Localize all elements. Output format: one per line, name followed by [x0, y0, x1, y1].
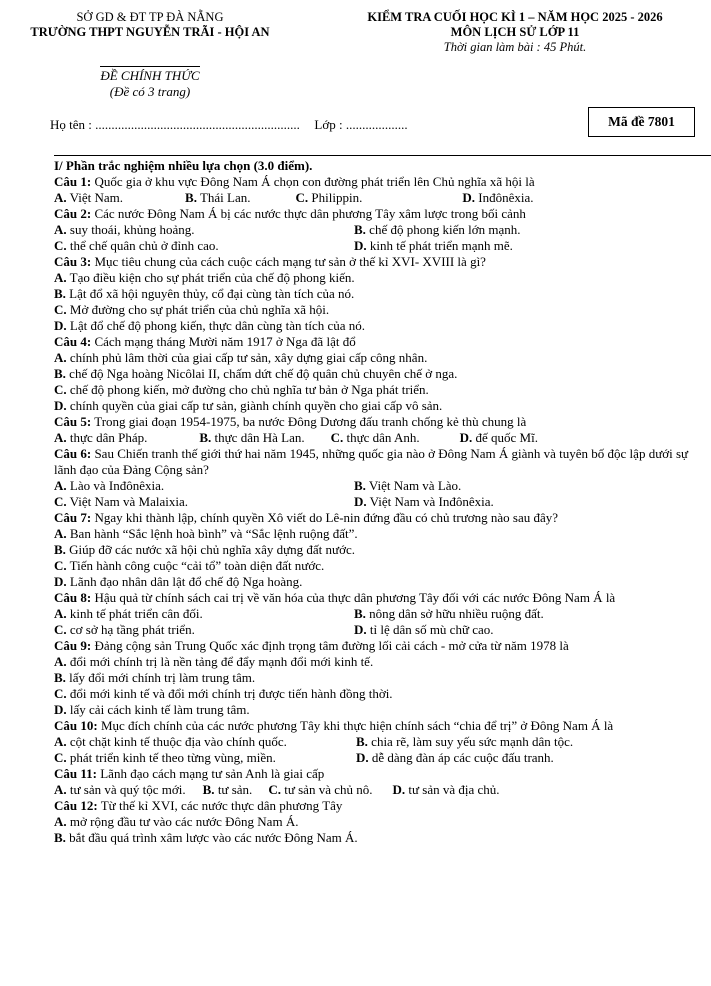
option-letter: A.	[54, 734, 67, 749]
option-d	[392, 782, 499, 798]
option-letter: B.	[354, 606, 366, 621]
option-d	[356, 750, 554, 766]
option-b	[54, 366, 457, 381]
option-c	[54, 494, 354, 510]
option-text: thực dân Hà Lan.	[211, 430, 305, 445]
option-d	[354, 238, 513, 254]
question-text: Đảng cộng sản Trung Quốc xác định trọng tâm đường lối cải cách - mở cửa từ năm 1978 là	[91, 638, 569, 653]
option-letter: D.	[392, 782, 406, 797]
option-letter: A.	[54, 782, 67, 797]
option-text: tỉ lệ dân số mù chữ cao.	[366, 622, 494, 637]
question-4	[54, 334, 694, 414]
option-letter: D.	[354, 238, 367, 253]
option-c	[54, 686, 393, 701]
option-row	[54, 238, 694, 254]
option-row	[54, 526, 694, 542]
option-text: kinh tế phát triển cân đối.	[66, 606, 203, 621]
exam-title: KIỂM TRA CUỐI HỌC KÌ 1 – NĂM HỌC 2025 - 2026	[367, 10, 663, 24]
question-list	[54, 174, 694, 846]
option-text: Ban hành “Sắc lệnh hoà bình” và “Sắc lệnh ruộng đất”.	[66, 526, 358, 541]
option-text: đế quốc Mĩ.	[472, 430, 538, 445]
option-letter: B.	[54, 366, 66, 381]
option-b	[203, 782, 253, 798]
option-b	[185, 190, 250, 206]
option-text: thực dân Pháp.	[66, 430, 148, 445]
option-b	[354, 606, 544, 622]
option-text: cột chặt kinh tế thuộc địa vào chính quốc.	[66, 734, 287, 749]
option-letter: D.	[54, 702, 67, 717]
option-letter: C.	[330, 430, 344, 445]
question-7	[54, 510, 694, 590]
option-text: lấy cải cách kinh tế làm trung tâm.	[66, 702, 250, 717]
option-row	[54, 190, 694, 206]
option-letter: D.	[354, 494, 367, 509]
option-d	[354, 494, 494, 510]
option-a	[54, 270, 355, 285]
option-letter: C.	[295, 190, 309, 205]
option-row	[54, 686, 694, 702]
option-text: chế độ phong kiến, mở đường cho chủ nghĩa tư bản ở Nga phát triển.	[66, 382, 429, 397]
option-text: thực dân Anh.	[343, 430, 420, 445]
question-3	[54, 254, 694, 334]
question-text: Lãnh đạo cách mạng tư sản Anh là giai cấp	[96, 766, 325, 781]
question-text: Cách mạng tháng Mười năm 1917 ở Nga đã lật đổ	[91, 334, 356, 349]
option-text: dễ dàng đàn áp các cuộc đấu tranh.	[368, 750, 554, 765]
option-a	[54, 430, 147, 446]
option-text: Lãnh đạo nhân dân lật đổ chế độ Nga hoàng.	[66, 574, 303, 589]
option-b	[356, 734, 573, 750]
question-stem	[54, 254, 694, 270]
option-row	[54, 574, 694, 590]
option-row	[54, 606, 694, 622]
question-2	[54, 206, 694, 254]
option-letter: C.	[54, 494, 67, 509]
option-letter: B.	[54, 670, 66, 685]
option-row	[54, 350, 694, 366]
option-letter: D.	[354, 622, 367, 637]
option-letter: A.	[54, 654, 67, 669]
option-a	[54, 350, 427, 365]
option-letter: C.	[54, 382, 67, 397]
question-label: Câu 12:	[54, 798, 98, 813]
option-text: Thái Lan.	[196, 190, 251, 205]
question-text: Quốc gia ở khu vực Đông Nam Á chọn con đường phát triển lên Chủ nghĩa xã hội là	[91, 174, 535, 189]
option-text: chế độ phong kiến lớn mạnh.	[365, 222, 521, 237]
option-letter: D.	[54, 398, 67, 413]
option-text: tư sản và địa chủ.	[405, 782, 500, 797]
school-name: TRƯỜNG THPT NGUYỄN TRÃI - HỘI AN	[30, 25, 270, 39]
option-letter: A.	[54, 430, 67, 445]
option-text: đổi mới kinh tế và đổi mới chính trị được tiến hành đồng thời.	[66, 686, 393, 701]
option-row	[54, 494, 694, 510]
option-letter: A.	[54, 190, 67, 205]
option-letter: C.	[54, 686, 67, 701]
option-row	[54, 286, 694, 302]
question-text: Các nước Đông Nam Á bị các nước thực dân phương Tây xâm lược trong bối cảnh	[91, 206, 526, 221]
option-row	[54, 622, 694, 638]
option-text: Việt Nam.	[66, 190, 124, 205]
option-a	[54, 782, 186, 798]
question-label: Câu 2:	[54, 206, 92, 221]
name-field-label: Họ tên : ...............................................................	[50, 117, 300, 132]
option-letter: C.	[268, 782, 281, 797]
option-c	[331, 430, 420, 446]
question-stem	[54, 414, 694, 430]
option-row	[54, 478, 694, 494]
header-divider	[54, 155, 711, 156]
option-c	[54, 238, 354, 254]
option-text: Việt Nam và Inđônêxia.	[366, 494, 494, 509]
option-c	[54, 622, 354, 638]
option-text: bắt đầu quá trình xâm lược vào các nước Đông Nam Á.	[65, 830, 358, 845]
section-title: I/ Phần trắc nghiệm nhiều lựa chọn (3.0 điểm).	[54, 158, 313, 173]
option-text: chính phủ lâm thời của giai cấp tư sản, xây dựng giai cấp công nhân.	[66, 350, 428, 365]
option-row	[54, 366, 694, 382]
question-stem	[54, 798, 694, 814]
option-letter: C.	[54, 558, 67, 573]
question-12	[54, 798, 694, 846]
option-row	[54, 702, 694, 718]
option-letter: B.	[185, 190, 197, 205]
question-label: Câu 4:	[54, 334, 92, 349]
header-left	[0, 10, 300, 40]
option-row	[54, 430, 694, 446]
option-b	[54, 670, 255, 685]
option-row	[54, 670, 694, 686]
question-stem	[54, 638, 694, 654]
question-text: Hậu quả từ chính sách cai trị về văn hóa của thực dân phương Tây đối với các nước Đông Nam Á là	[91, 590, 616, 605]
question-label: Câu 8:	[54, 590, 92, 605]
option-letter: A.	[54, 222, 67, 237]
option-text: tư sản và chủ nô.	[280, 782, 373, 797]
question-stem	[54, 718, 694, 734]
option-a	[54, 606, 354, 622]
option-letter: C.	[54, 238, 67, 253]
option-text: chính quyền của giai cấp tư sản, giành chính quyền cho giai cấp vô sản.	[66, 398, 443, 413]
option-letter: A.	[54, 814, 67, 829]
option-letter: A.	[54, 270, 67, 285]
option-text: suy thoái, khủng hoảng.	[66, 222, 195, 237]
option-letter: A.	[54, 350, 67, 365]
option-c	[54, 750, 356, 766]
option-letter: B.	[354, 222, 366, 237]
question-label: Câu 3:	[54, 254, 92, 269]
option-d	[354, 622, 494, 638]
option-a	[54, 478, 354, 494]
option-letter: B.	[356, 734, 368, 749]
option-row	[54, 782, 694, 798]
option-a	[54, 526, 358, 541]
option-a	[54, 222, 354, 238]
department-name: SỞ GD & ĐT TP ĐÀ NẴNG	[76, 10, 224, 24]
option-letter: B.	[354, 478, 366, 493]
option-letter: A.	[54, 606, 67, 621]
option-row	[54, 750, 694, 766]
question-10	[54, 718, 694, 766]
option-a	[54, 190, 123, 206]
option-d	[460, 430, 538, 446]
question-label: Câu 11:	[54, 766, 97, 781]
option-letter: D.	[54, 574, 67, 589]
option-letter: B.	[54, 830, 66, 845]
question-8	[54, 590, 694, 638]
option-b	[54, 542, 355, 557]
option-text: đổi mới chính trị là nền tảng để đẩy mạnh đổi mới kinh tế.	[66, 654, 374, 669]
exam-time: Thời gian làm bài : 45 Phút.	[443, 40, 587, 54]
option-text: cơ sở hạ tầng phát triển.	[66, 622, 195, 637]
option-row	[54, 814, 694, 830]
question-label: Câu 9:	[54, 638, 92, 653]
option-row	[54, 318, 694, 334]
option-row	[54, 830, 694, 846]
option-b	[54, 830, 358, 845]
option-letter: C.	[54, 302, 67, 317]
official-block	[0, 66, 300, 100]
question-text: Mục tiêu chung của cách cuộc cách mạng tư sản ở thế kỉ XVI- XVIII là gì?	[91, 254, 486, 269]
option-text: Lật đổ xã hội nguyên thủy, cổ đại cùng tàn tích của nó.	[65, 286, 355, 301]
option-d	[54, 574, 302, 589]
question-stem	[54, 510, 694, 526]
option-text: Tiến hành công cuộc “cải tổ” toàn diện đất nước.	[66, 558, 325, 573]
option-text: tư sản.	[214, 782, 253, 797]
option-b	[54, 286, 354, 301]
option-letter: B.	[54, 286, 66, 301]
exam-content	[54, 158, 694, 846]
question-9	[54, 638, 694, 718]
option-text: Tạo điều kiện cho sự phát triển của chế độ phong kiến.	[66, 270, 355, 285]
question-label: Câu 10:	[54, 718, 98, 733]
question-label: Câu 5:	[54, 414, 92, 429]
option-row	[54, 270, 694, 286]
option-d	[54, 398, 442, 413]
question-stem	[54, 590, 694, 606]
option-letter: A.	[54, 478, 67, 493]
question-text: Ngay khi thành lập, chính quyền Xô viết do Lê-nin đứng đầu có chủ trương nào sau đây?	[91, 510, 559, 525]
option-d	[54, 702, 250, 717]
option-letter: D.	[462, 190, 475, 205]
page-count: (Đề có 3 trang)	[109, 84, 191, 99]
option-c	[54, 382, 429, 397]
option-row	[54, 222, 694, 238]
option-row	[54, 734, 694, 750]
option-a	[54, 814, 298, 829]
option-c	[268, 782, 372, 798]
option-text: Giúp đỡ các nước xã hội chủ nghĩa xây dựng đất nước.	[65, 542, 355, 557]
official-label: ĐỀ CHÍNH THỨC	[100, 68, 200, 83]
option-c	[296, 190, 363, 206]
option-text: Lào và Inđônêxia.	[66, 478, 165, 493]
option-row	[54, 654, 694, 670]
option-letter: A.	[54, 526, 67, 541]
option-c	[54, 558, 324, 573]
option-b	[354, 222, 520, 238]
option-text: nông dân sở hữu nhiều ruộng đất.	[365, 606, 544, 621]
option-text: Mở đường cho sự phát triển của chủ nghĩa xã hội.	[66, 302, 330, 317]
question-stem	[54, 334, 694, 350]
question-text: Từ thế kỉ XVI, các nước thực dân phương Tây	[97, 798, 343, 813]
option-text: lấy đổi mới chính trị làm trung tâm.	[65, 670, 256, 685]
option-text: phát triển kinh tế theo từng vùng, miền.	[66, 750, 276, 765]
question-6	[54, 446, 694, 510]
question-stem	[54, 766, 694, 782]
question-label: Câu 1:	[54, 174, 92, 189]
option-text: chế độ Nga hoàng Nicôlai II, chấm dứt chế độ quân chủ chuyên chế ở nga.	[65, 366, 458, 381]
option-row	[54, 542, 694, 558]
option-letter: B.	[54, 542, 66, 557]
option-text: Việt Nam và Lào.	[365, 478, 462, 493]
question-stem	[54, 446, 694, 478]
question-text: Trong giai đoạn 1954-1975, ba nước Đông Dương đấu tranh chống kẻ thù chung là	[91, 414, 527, 429]
question-1	[54, 174, 694, 206]
option-letter: C.	[54, 622, 67, 637]
class-field-label: Lớp : ...................	[314, 117, 408, 132]
option-letter: D.	[459, 430, 473, 445]
option-text: mở rộng đầu tư vào các nước Đông Nam Á.	[66, 814, 299, 829]
option-text: Lật đổ chế độ phong kiến, thực dân cùng tàn tích của nó.	[66, 318, 366, 333]
question-text: Sau Chiến tranh thế giới thứ hai năm 1945, những quốc gia nào ở Đông Nam Á giành và tuyên bố độc lập dưới sự lãnh đạo của Đảng Cộng sản?	[54, 446, 689, 477]
option-row	[54, 558, 694, 574]
option-d	[462, 190, 533, 206]
option-letter: D.	[356, 750, 369, 765]
option-letter: B.	[199, 430, 212, 445]
option-b	[199, 430, 304, 446]
option-letter: B.	[202, 782, 215, 797]
question-stem	[54, 206, 694, 222]
question-label: Câu 6:	[54, 446, 92, 461]
option-text: Việt Nam và Malaixia.	[66, 494, 189, 509]
option-letter: C.	[54, 750, 67, 765]
option-text: thể chế quân chủ ở đỉnh cao.	[66, 238, 219, 253]
option-text: chia rẽ, làm suy yếu sức mạnh dân tộc.	[367, 734, 574, 749]
option-d	[54, 318, 365, 333]
option-text: Inđônêxia.	[474, 190, 534, 205]
exam-code-box: Mã đề 7801	[588, 107, 695, 137]
question-stem	[54, 174, 694, 190]
option-row	[54, 302, 694, 318]
subject-title: MÔN LỊCH SỬ LỚP 11	[450, 25, 580, 39]
option-b	[354, 478, 461, 494]
option-a	[54, 654, 373, 669]
option-text: tư sản và quý tộc mới.	[66, 782, 186, 797]
question-5	[54, 414, 694, 446]
option-letter: D.	[54, 318, 67, 333]
student-info-row	[50, 117, 408, 133]
question-label: Câu 7:	[54, 510, 92, 525]
question-text: Mục đích chính của các nước phương Tây khi thực hiện chính sách “chia để trị” ở Đông Nam Á là	[97, 718, 614, 733]
option-text: kinh tế phát triển mạnh mẽ.	[366, 238, 513, 253]
option-a	[54, 734, 356, 750]
option-c	[54, 302, 329, 317]
question-11	[54, 766, 694, 798]
option-text: Philippin.	[308, 190, 363, 205]
option-row	[54, 398, 694, 414]
option-row	[54, 382, 694, 398]
header-right	[330, 10, 700, 55]
